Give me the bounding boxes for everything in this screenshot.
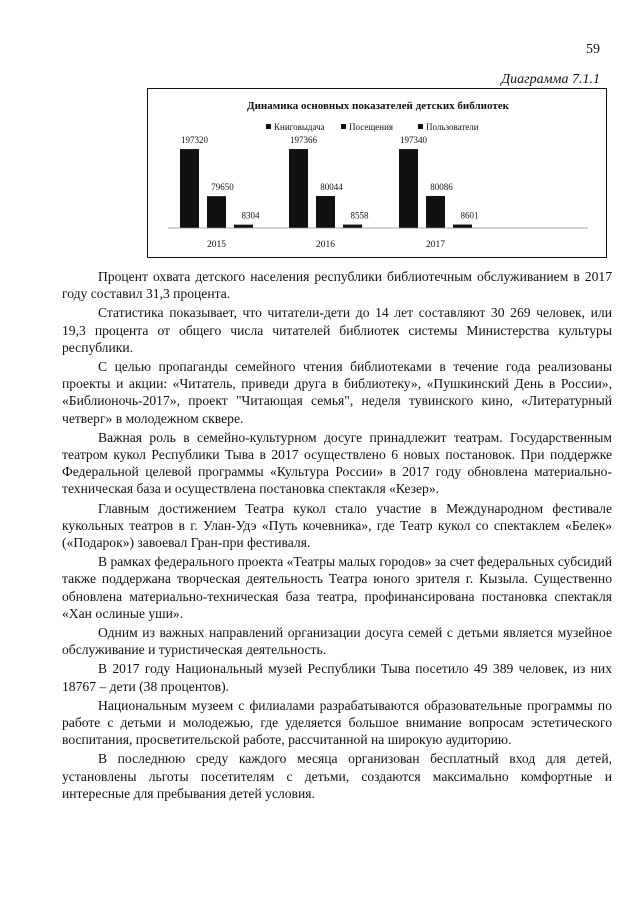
paragraph: Национальным музеем с филиалами разрабатываются образовательные программы по работе с детьми и молодежью, где уделяется большое внимание вопросам эстетического воспитания, просветительской работе, рассчитанной на широкую аудиторию.	[62, 697, 612, 748]
paragraph: В 2017 году Национальный музей Республики Тыва посетило 49 389 человек, из них 18767 – дети (38 процентов).	[62, 661, 612, 694]
bar-value-label: 80044	[320, 181, 343, 192]
chart-title: Динамика основных показателей детских библиотек	[247, 100, 509, 112]
legend-label: Пользователи	[426, 122, 479, 132]
bar-value-label: 197340	[400, 135, 427, 146]
bar-value-label: 197320	[181, 135, 208, 146]
legend-swatch	[418, 124, 423, 129]
bar	[453, 225, 472, 228]
bar	[343, 225, 362, 228]
x-tick-label: 2017	[426, 240, 445, 250]
diagram-label: Диаграмма 7.1.1	[501, 72, 600, 87]
paragraph: С целью пропаганды семейного чтения библиотеками в течение года реализованы проекты и акции: «Читатель, приведи друга в библиотеку», «Пушкинский День в России», «Библионочь-2017», проект "Читающая семья", неделя тувинского кино, «Литературный четверг» в молодежном сквере.	[62, 359, 612, 426]
chart-container	[147, 88, 607, 258]
page-number: 59	[586, 42, 600, 57]
chart-bars	[180, 135, 479, 228]
paragraph: Статистика показывает, что читатели-дети до 14 лет составляют 30 269 человек, или 19,3 процента от общего числа читателей библиотек системы Министерства культуры республики.	[62, 305, 612, 355]
paragraph: Процент охвата детского населения республики библиотечным обслуживанием в 2017 году составил 31,3 процента.	[62, 269, 612, 302]
paragraph: В рамках федерального проекта «Театры малых городов» за счет федеральных субсидий также поддержана творческая деятельность Театра юного зрителя г. Кызыла. Существенно обновлена материально-техническая база театра, профинансирована постановка спектакля «Хан ослиные уши».	[62, 554, 612, 621]
paragraph: Главным достижением Театра кукол стало участие в Международном фестивале кукольных театров в г. Улан-Удэ «Путь кочевника», где Театр кукол со спектаклем «Белек» («Подарок») завоевал Гран-при фестиваля.	[62, 500, 612, 551]
bar	[316, 196, 335, 228]
bar	[234, 225, 253, 228]
bar-value-label: 80086	[430, 181, 453, 192]
bar-value-label: 79650	[211, 182, 234, 193]
bar-value-label: 8304	[241, 210, 260, 221]
paragraph: Одним из важных направлений организации досуга семей с детьми является музейное обслуживание и туристическая деятельность.	[62, 625, 612, 658]
legend-swatch	[341, 124, 346, 129]
bar	[426, 196, 445, 228]
x-axis-labels	[207, 240, 445, 250]
bar-value-label: 8558	[350, 210, 369, 221]
bar	[180, 149, 199, 228]
bar-value-label: 8601	[460, 210, 479, 221]
x-tick-label: 2015	[207, 240, 226, 250]
legend-label: Посещения	[349, 122, 394, 132]
bar	[207, 196, 226, 228]
bar	[399, 149, 418, 228]
paragraph: В последнюю среду каждого месяца организован бесплатный вход для детей, установлены льготы посетителям с детьми, создаются максимально комфортные и интересные для пребывания детей условия.	[62, 751, 612, 801]
bar	[289, 149, 308, 228]
chart-legend	[266, 122, 479, 132]
legend-label: Книговыдача	[274, 122, 325, 132]
document-body	[62, 268, 612, 804]
x-tick-label: 2016	[316, 240, 335, 250]
bar-chart	[148, 89, 608, 259]
legend-swatch	[266, 124, 271, 129]
bar-value-label: 197366	[290, 135, 317, 146]
paragraph: Важная роль в семейно-культурном досуге принадлежит театрам. Государственным театром кукол Республики Тыва в 2017 осуществлено 6 новых постановок. При поддержке Федеральной целевой программы «Культура России» в 2017 году обновлена материально-техническая база и осуществлена постановка спектакля «Кезер».	[62, 429, 612, 497]
